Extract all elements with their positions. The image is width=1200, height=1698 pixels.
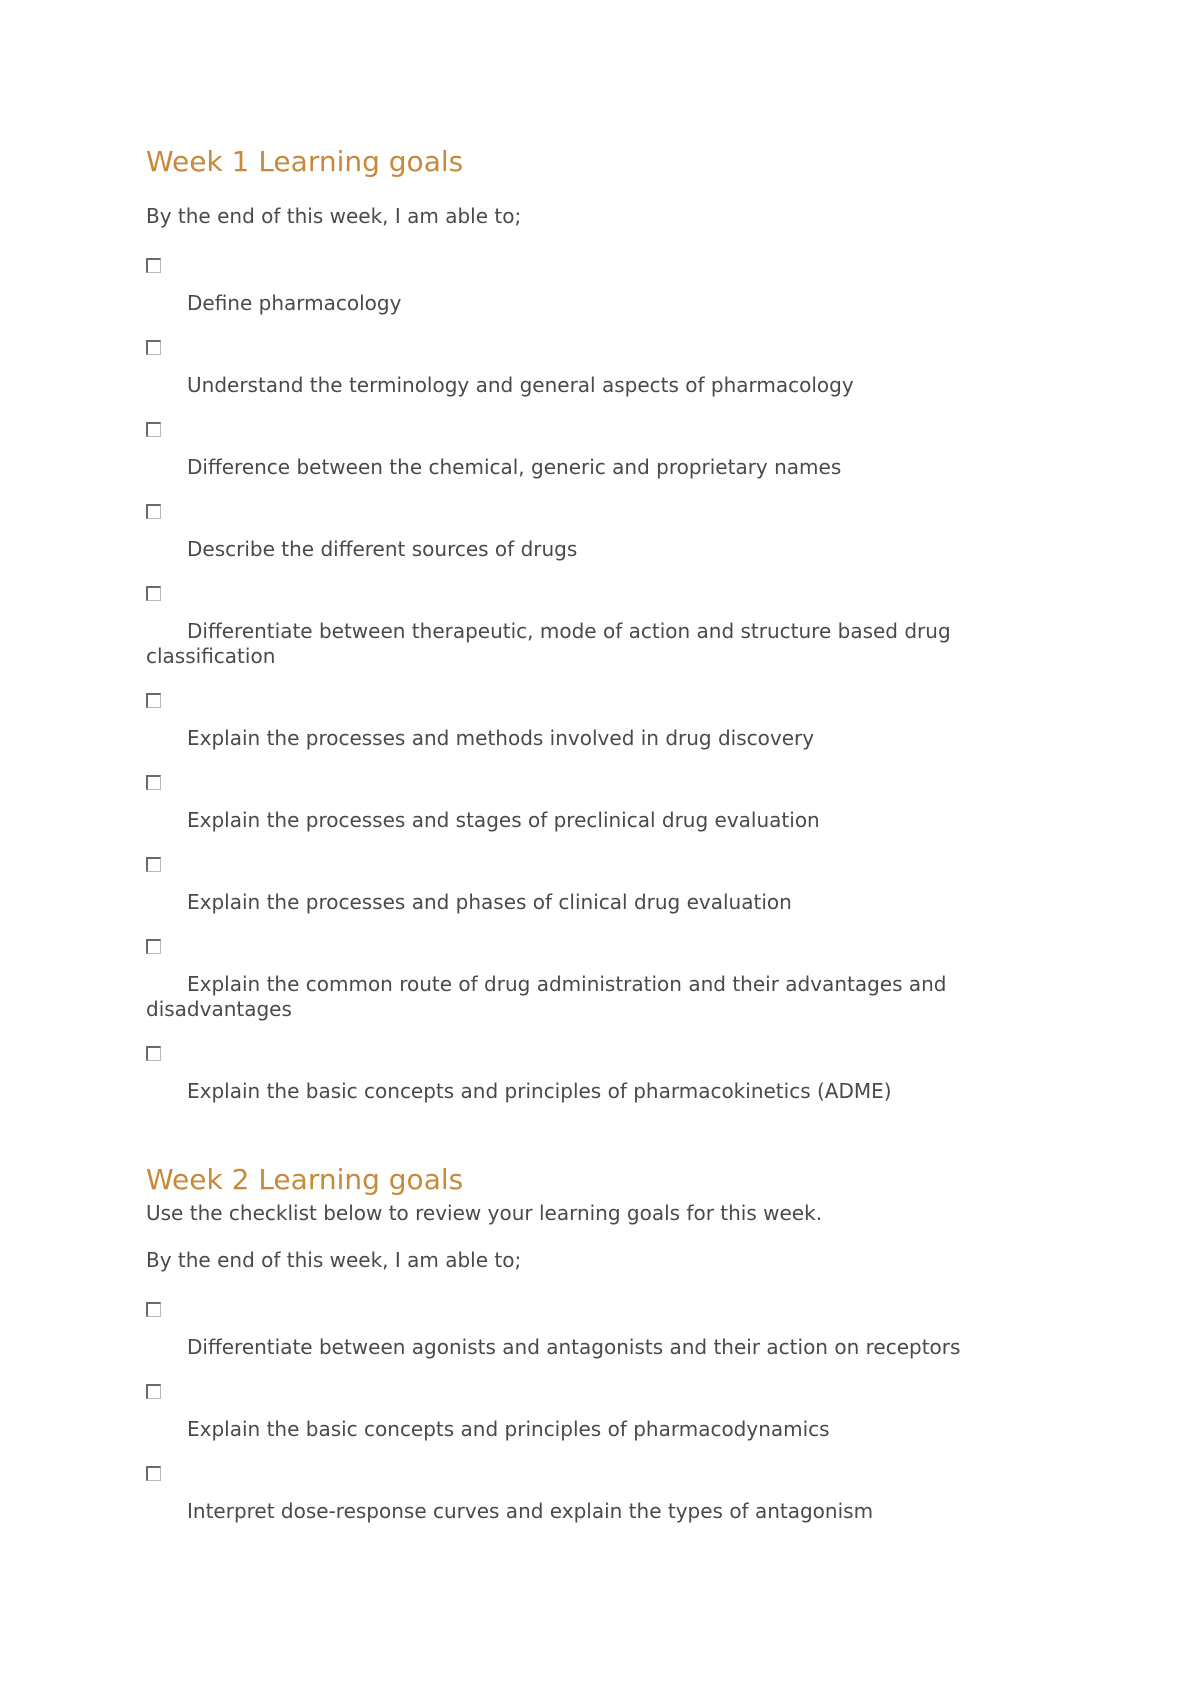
week2-goal-3: [146, 1466, 1026, 1524]
week1-goal-9: [146, 939, 1026, 1022]
goal-label: Explain the basic concepts and principles of pharmacodynamics: [187, 1417, 830, 1441]
week1-goal-6: [146, 693, 1026, 751]
week2-intro: By the end of this week, I am able to;: [146, 1248, 522, 1272]
week1-title: Week 1 Learning goals: [146, 145, 464, 178]
goal-label: Differentiate between therapeutic, mode of action and structure based drug classification: [146, 619, 951, 668]
week1-goal-2: [146, 340, 1026, 398]
checkbox-icon[interactable]: [146, 1466, 161, 1481]
checkbox-icon[interactable]: [146, 340, 161, 355]
checkbox-icon[interactable]: [146, 857, 161, 872]
week2-goal-1: [146, 1302, 1026, 1360]
week1-goal-10: [146, 1046, 1026, 1104]
goal-label: Difference between the chemical, generic and proprietary names: [187, 455, 842, 479]
week1-goal-1: [146, 258, 1026, 316]
checkbox-icon[interactable]: [146, 258, 161, 273]
goal-label: Explain the processes and phases of clinical drug evaluation: [187, 890, 792, 914]
goal-label: Interpret dose-response curves and explain the types of antagonism: [187, 1499, 874, 1523]
goal-label: Explain the common route of drug administration and their advantages and disadvantages: [146, 972, 947, 1021]
week2-title: Week 2 Learning goals: [146, 1163, 464, 1196]
week1-goal-7: [146, 775, 1026, 833]
goal-label: Define pharmacology: [187, 291, 402, 315]
checkbox-icon[interactable]: [146, 939, 161, 954]
week1-intro: By the end of this week, I am able to;: [146, 204, 522, 228]
week1-goal-8: [146, 857, 1026, 915]
checkbox-icon[interactable]: [146, 504, 161, 519]
goal-label: Differentiate between agonists and antagonists and their action on receptors: [187, 1335, 961, 1359]
goal-label: Describe the different sources of drugs: [187, 537, 578, 561]
week1-goal-3: [146, 422, 1026, 480]
checkbox-icon[interactable]: [146, 586, 161, 601]
goal-label: Explain the processes and stages of preclinical drug evaluation: [187, 808, 820, 832]
week1-goal-4: [146, 504, 1026, 562]
week2-goal-2: [146, 1384, 1026, 1442]
goal-label: Explain the basic concepts and principles of pharmacokinetics (ADME): [187, 1079, 892, 1103]
checkbox-icon[interactable]: [146, 1384, 161, 1399]
week2-subtitle: Use the checklist below to review your learning goals for this week.: [146, 1201, 823, 1225]
week1-goal-5: [146, 586, 1026, 669]
checkbox-icon[interactable]: [146, 1046, 161, 1061]
checkbox-icon[interactable]: [146, 693, 161, 708]
goal-label: Explain the processes and methods involved in drug discovery: [187, 726, 815, 750]
checkbox-icon[interactable]: [146, 1302, 161, 1317]
checkbox-icon[interactable]: [146, 775, 161, 790]
goal-label: Understand the terminology and general aspects of pharmacology: [187, 373, 854, 397]
checkbox-icon[interactable]: [146, 422, 161, 437]
